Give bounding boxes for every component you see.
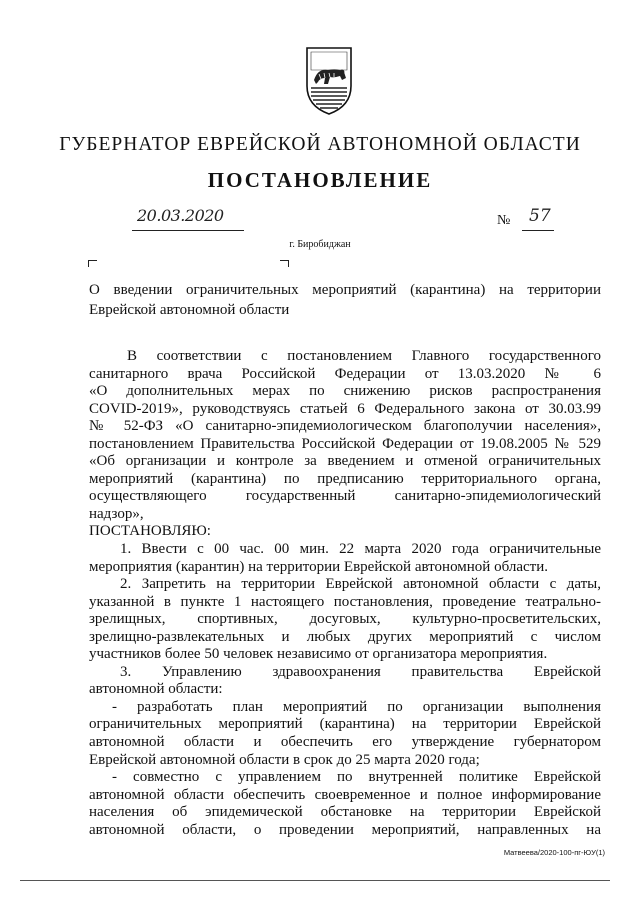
document-type: ПОСТАНОВЛЕНИЕ xyxy=(207,168,433,192)
preamble-line: В соответствии с постановлением Главного государственного xyxy=(127,348,601,364)
subitem-inform-line: населения об эпидемической обстановке на территории Еврейской xyxy=(89,804,601,821)
preamble-line: надзор», xyxy=(89,505,144,522)
item-2-line: участников более 50 человек независимо от организатора мероприятия. xyxy=(89,646,548,663)
subitem-inform-line: - совместно с управлением по внутренней политике Еврейской xyxy=(112,769,601,786)
preamble-line: № 52-ФЗ «О санитарно-эпидемиологическом благополучии населения», xyxy=(89,418,601,435)
document-number: 57 xyxy=(529,206,551,226)
preamble-line: мероприятий (карантина) по предписанию территориального органа, xyxy=(89,470,601,487)
subitem-plan-line: автономной области и обеспечить его утверждение губернатором xyxy=(89,734,601,751)
subitem-plan-line: - разработать план мероприятий по организации выполнения xyxy=(112,698,601,715)
item-1-line: мероприятия (карантин) на территории Еврейской автономной области. xyxy=(89,558,548,575)
preamble-line: постановлением Правительства Российской Федерации от 19.08.2005 № 529 xyxy=(89,435,601,452)
corner-mark-left xyxy=(88,260,97,267)
item-3-line: автономной области: xyxy=(89,681,223,698)
item-2-line: зрелищно-развлекательных и любых других мероприятий с числом xyxy=(89,628,601,645)
bottom-rule xyxy=(20,880,610,881)
subitem-inform-line: автономной области, о проведении мероприятий, направленных на xyxy=(89,821,601,838)
number-sign: № xyxy=(497,213,511,228)
preamble-line: COVID-2019», руководствуясь статьей 6 Федерального закона от 30.03.99 xyxy=(89,400,601,417)
document-body xyxy=(89,348,601,839)
item-2-line: зрелищных, спортивных, досуговых, культурно-просветительских, xyxy=(89,611,601,628)
item-1-line: 1. Ввести с 00 час. 00 мин. 22 марта 2020 года ограничительные xyxy=(120,541,601,558)
document-date: 20.03.2020 xyxy=(137,206,224,225)
footer-code: Матвеева/2020-100-пг-ЮУ(1) xyxy=(503,848,605,857)
subitem-inform-line: автономной области обеспечить своевременное и полное информирование xyxy=(89,786,601,803)
preamble-line: осуществляющего государственный санитарно-эпидемиологический xyxy=(89,488,601,505)
preamble-line: санитарного врача Российской Федерации от 13.03.2020 № 6 xyxy=(89,365,601,382)
issuer-title: ГУБЕРНАТОР ЕВРЕЙСКОЙ АВТОНОМНОЙ ОБЛАСТИ xyxy=(59,134,581,155)
item-3-line: 3. Управлению здравоохранения правительства Еврейской xyxy=(120,663,601,680)
preamble-line: «О дополнительных мерах по снижению рисков распространения xyxy=(89,383,601,400)
item-2-line: 2. Запретить на территории Еврейской автономной области с даты, xyxy=(120,576,601,593)
subitem-plan-line: ограничительных мероприятий (карантина) на территории Еврейской xyxy=(89,716,601,733)
subitem-plan-line: Еврейской автономной области в срок до 25 марта 2020 года; xyxy=(89,751,480,768)
coat-of-arms-emblem xyxy=(304,46,354,116)
city-name: г. Биробиджан xyxy=(289,239,351,250)
resolve-word: ПОСТАНОВЛЯЮ: xyxy=(89,523,211,540)
document-subject: О введении ограничительных мероприятий (карантина) на территории Еврейской автономной области xyxy=(89,282,601,318)
item-2-line: указанной в пункте 1 настоящего постановления, проведение театрально- xyxy=(89,593,601,610)
corner-mark-right xyxy=(280,260,289,267)
preamble-line: «Об организации и контроле за введением и отменой ограничительных xyxy=(89,453,601,470)
